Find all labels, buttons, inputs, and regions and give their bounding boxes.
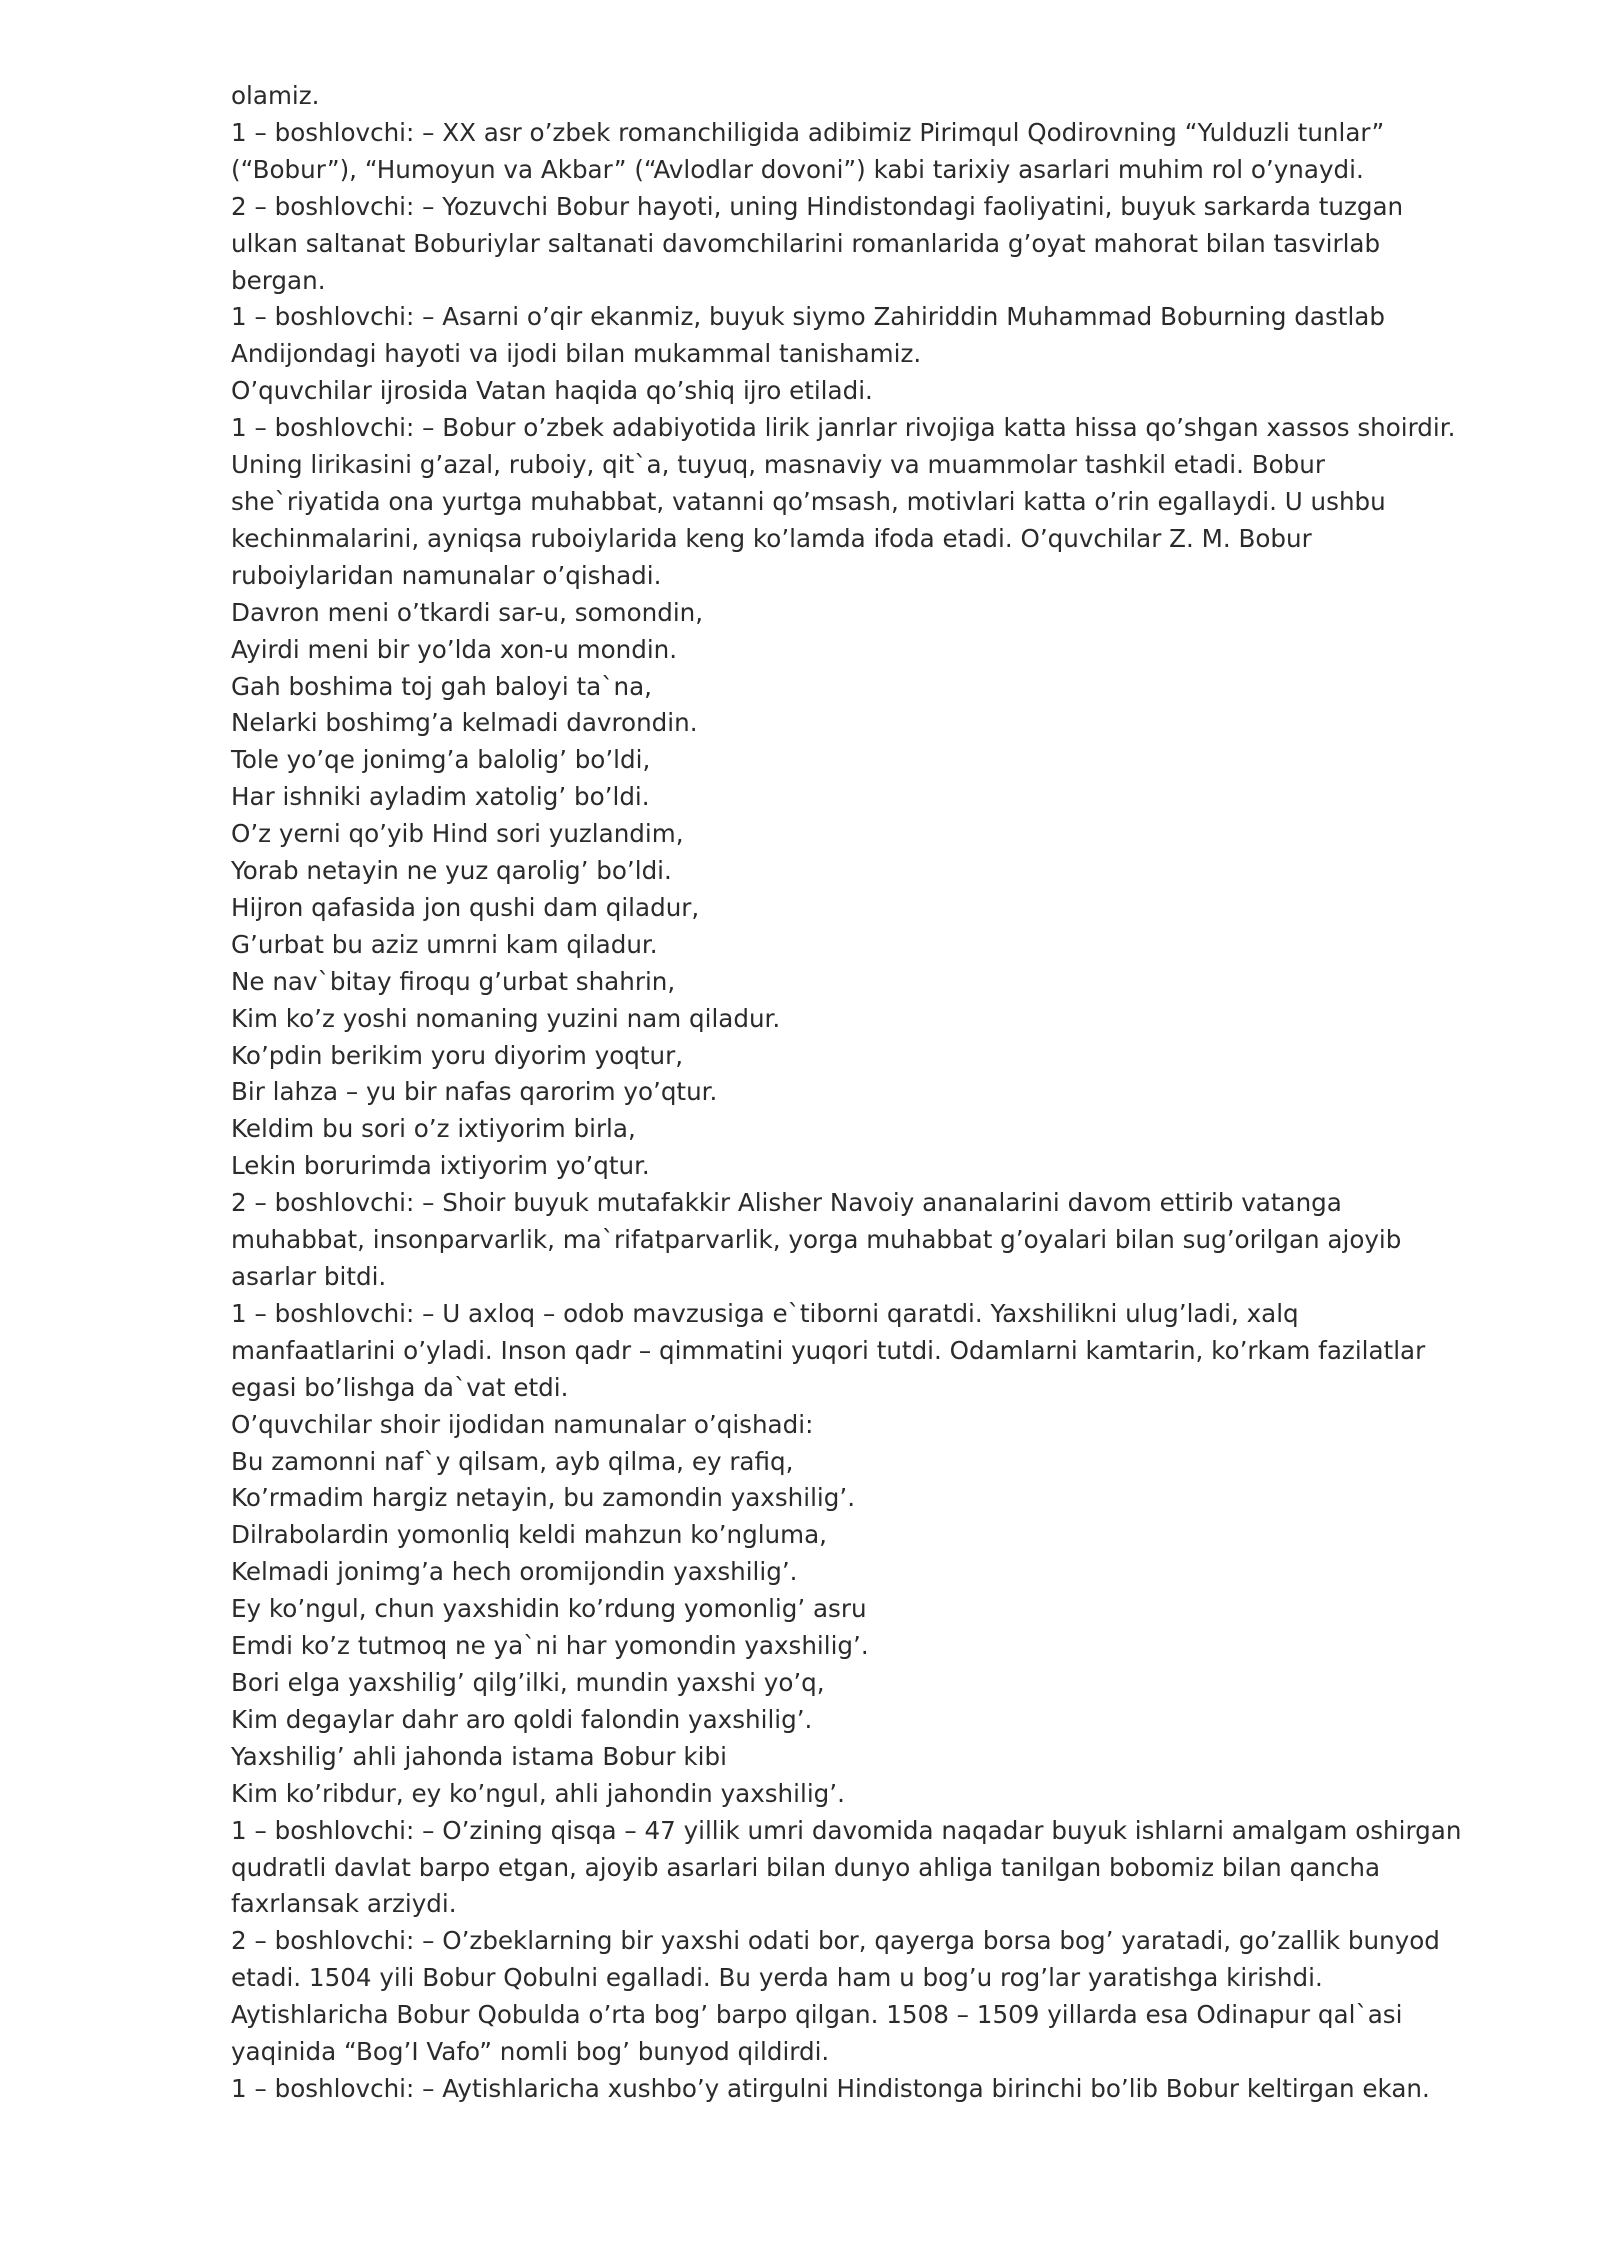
text-line: egasi bo’lishga da`vat etdi. [231, 1372, 569, 1402]
text-line: Aytishlaricha Bobur Qobulda o’rta bog’ barpo qilgan. 1508 – 1509 yillarda esa Odinapur qal`asi [231, 2000, 1403, 2030]
text-line: Keldim bu sori o’z ixtiyorim birla, [231, 1114, 636, 1144]
text-line: faxrlansak arziydi. [231, 1889, 457, 1919]
text-line: 1 – boshlovchi: – Aytishlaricha xushbo’y atirgulni Hindistonga birinchi bo’lib Bobur keltirgan ekan. [231, 2073, 1430, 2103]
text-line: Ko’pdin berikim yoru diyorim yoqtur, [231, 1040, 684, 1070]
text-line: O’z yerni qo’yib Hind sori yuzlandim, [231, 819, 684, 849]
text-line: Nelarki boshimg’a kelmadi davrondin. [231, 708, 698, 738]
text-line: Tole yo’qe jonimg’a balolig’ bo’ldi, [231, 745, 651, 775]
text-line: 2 – boshlovchi: – Yozuvchi Bobur hayoti, uning Hindistondagi faoliyatini, buyuk sarkarda tuzgan [231, 191, 1404, 221]
text-line: O’quvchilar shoir ijodidan namunalar o’qishadi: [231, 1409, 814, 1439]
text-line: manfaatlarini o’yladi. Inson qadr – qimmatini yuqori tutdi. Odamlarni kamtarin, ko’rkam fazilatlar [231, 1335, 1426, 1365]
text-line: Bir lahza – yu bir nafas qarorim yo’qtur. [231, 1077, 718, 1107]
text-line: bergan. [231, 265, 326, 295]
text-line: Yaxshilig’ ahli jahonda istama Bobur kibi [231, 1741, 727, 1771]
text-line: Bu zamonni naf`y qilsam, ayb qilma, ey rafiq, [231, 1446, 794, 1476]
text-line: Uning lirikasini g’azal, ruboiy, qit`a, tuyuq, masnaviy va muammolar tashkil etadi. Bobur [231, 450, 1325, 480]
text-line: qudratli davlat barpo etgan, ajoyib asarlari bilan dunyo ahliga tanilgan bobomiz bilan qancha [231, 1852, 1381, 1882]
text-line: Bori elga yaxshilig’ qilg’ilki, mundin yaxshi yo’q, [231, 1667, 825, 1697]
text-line: 1 – boshlovchi: – Bobur o’zbek adabiyotida lirik janrlar rivojiga katta hissa qo’shgan xassos shoirdir. [231, 413, 1456, 443]
text-line: Kelmadi jonimg’a hech oromijondin yaxshilig’. [231, 1557, 798, 1587]
text-line: Kim ko’ribdur, ey ko’ngul, ahli jahondin yaxshilig’. [231, 1778, 845, 1808]
text-line: Hijron qafasida jon qushi dam qiladur, [231, 892, 700, 922]
text-line: etadi. 1504 yili Bobur Qobulni egalladi. Bu yerda ham u bog’u rog’lar yaratishga kirishdi. [231, 1963, 1323, 1993]
text-line: Emdi ko’z tutmoq ne ya`ni har yomondin yaxshilig’. [231, 1631, 869, 1661]
text-line: 1 – boshlovchi: – O’zining qisqa – 47 yillik umri davomida naqadar buyuk ishlarni amalgam oshirgan [231, 1815, 1462, 1845]
text-line: Andijondagi hayoti va ijodi bilan mukammal tanishamiz. [231, 339, 922, 369]
text-line: ulkan saltanat Boburiylar saltanati davomchilarini romanlarida g’oyat mahorat bilan tasvirlab [231, 228, 1381, 258]
text-line: Yorab netayin ne yuz qarolig’ bo’ldi. [231, 856, 672, 886]
text-line: (“Bobur”), “Humoyun va Akbar” (“Avlodlar dovoni”) kabi tarixiy asarlari muhim rol o’ynaydi. [231, 154, 1364, 184]
text-line: ruboiylaridan namunalar o’qishadi. [231, 560, 662, 590]
text-line: Ne nav`bitay firoqu g’urbat shahrin, [231, 966, 676, 996]
text-line: Gah boshima toj gah baloyi ta`na, [231, 671, 652, 701]
text-line: 2 – boshlovchi: – Shoir buyuk mutafakkir Alisher Navoiy ananalarini davom ettirib vatanga [231, 1188, 1342, 1218]
text-line: Kim degaylar dahr aro qoldi falondin yaxshilig’. [231, 1704, 813, 1734]
text-line: Kim ko’z yoshi nomaning yuzini nam qiladur. [231, 1003, 781, 1033]
text-line: 1 – boshlovchi: – Asarni o’qir ekanmiz, buyuk siymo Zahiriddin Muhammad Boburning dastlab [231, 302, 1385, 332]
document-body [231, 78, 1531, 2108]
text-line: 2 – boshlovchi: – O’zbeklarning bir yaxshi odati bor, qayerga borsa bog’ yaratadi, go’zallik bunyod [231, 1926, 1440, 1956]
text-line: G’urbat bu aziz umrni kam qiladur. [231, 929, 658, 959]
text-line: she`riyatida ona yurtga muhabbat, vatanni qo’msash, motivlari katta o’rin egallaydi. U ushbu [231, 486, 1386, 516]
text-line: O’quvchilar ijrosida Vatan haqida qo’shiq ijro etiladi. [231, 376, 873, 406]
text-line: Ey ko’ngul, chun yaxshidin ko’rdung yomonlig’ asru [231, 1594, 867, 1624]
text-line: 1 – boshlovchi: – U axloq – odob mavzusiga e`tiborni qaratdi. Yaxshilikni ulug’ladi, xalq [231, 1298, 1299, 1328]
text-line: 1 – boshlovchi: – XX asr o’zbek romanchiligida adibimiz Pirimqul Qodirovning “Yulduzli tunlar” [231, 117, 1385, 147]
text-line: Lekin borurimda ixtiyorim yo’qtur. [231, 1151, 650, 1181]
text-line: olamiz. [231, 81, 320, 110]
text-line: muhabbat, insonparvarlik, ma`rifatparvarlik, yorga muhabbat g’oyalari bilan sug’orilgan ajoyib [231, 1225, 1402, 1255]
text-line: Ayirdi meni bir yo’lda xon-u mondin. [231, 634, 678, 664]
text-line: Davron meni o’tkardi sar-u, somondin, [231, 597, 704, 627]
text-line: kechinmalarini, ayniqsa ruboiylarida keng ko’lamda ifoda etadi. O’quvchilar Z. M. Bobur [231, 523, 1312, 553]
text-line: yaqinida “Bog’I Vafo” nomli bog’ bunyod qildirdi. [231, 2037, 830, 2067]
text-line: Ko’rmadim hargiz netayin, bu zamondin yaxshilig’. [231, 1483, 856, 1513]
text-line: asarlar bitdi. [231, 1262, 387, 1291]
text-line: Har ishniki ayladim xatolig’ bo’ldi. [231, 782, 650, 812]
text-line: Dilrabolardin yomonliq keldi mahzun ko’ngluma, [231, 1520, 827, 1550]
